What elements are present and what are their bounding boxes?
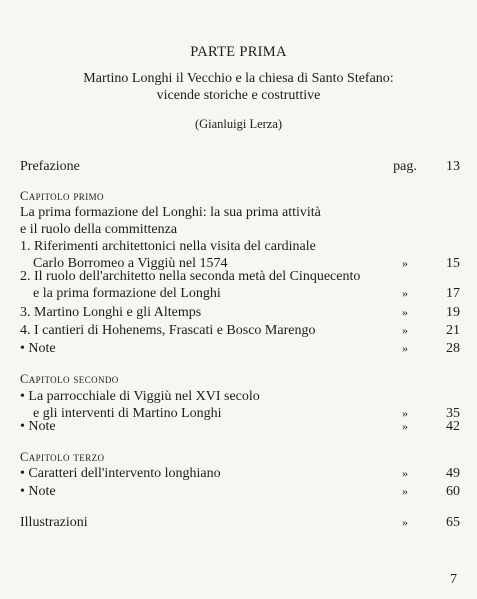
toc-entry-label: Illustrazioni	[20, 515, 88, 530]
toc-entry-line-1: • Note	[20, 484, 56, 499]
pag-label: pag.	[393, 159, 417, 174]
toc-entry-line-1: • La parrocchiale di Viggiù nel XVI secolo	[20, 389, 260, 404]
ditto-mark: »	[402, 515, 408, 529]
toc-entry-page: 65	[446, 515, 460, 530]
toc-entry-illustrations	[20, 514, 460, 531]
subtitle-line-2: vicende storiche e costruttive	[156, 88, 321, 103]
ditto-mark: »	[402, 484, 408, 498]
chapter-1-title-line-2: e il ruolo della committenza	[20, 222, 178, 237]
toc-entry-page: 49	[446, 466, 460, 481]
toc-entry-notes	[20, 340, 460, 357]
toc-entry-line-1: • Note	[20, 341, 56, 356]
toc-entry-page: 15	[446, 256, 460, 271]
page-number: 7	[450, 572, 457, 587]
ditto-mark: »	[402, 419, 408, 433]
toc-entry-line-2: e gli interventi di Martino Longhi	[33, 406, 222, 421]
toc-entry-line-1: 1. Riferimenti architettonici nella visita del cardinale	[20, 239, 316, 254]
toc-entry-notes	[20, 418, 460, 435]
toc-entry-preface	[20, 158, 460, 175]
ditto-mark: »	[402, 466, 408, 480]
toc-entry	[20, 304, 460, 321]
toc-entry	[20, 268, 460, 302]
toc-entry	[20, 388, 460, 422]
ditto-mark: »	[402, 256, 408, 270]
toc-entry-label: Prefazione	[20, 159, 80, 174]
toc-entry-line-1: 4. I cantieri di Hohenems, Frascati e Bosco Marengo	[20, 323, 316, 338]
ditto-mark: »	[402, 341, 408, 355]
toc-entry	[20, 465, 460, 482]
toc-entry-page: 28	[446, 341, 460, 356]
toc-entry-line-2: e la prima formazione del Longhi	[33, 286, 221, 301]
toc-entry	[20, 238, 460, 272]
toc-entry-line-1: 2. Il ruolo dell'architetto nella seconda metà del Cinquecento	[20, 269, 361, 284]
chapter-3-heading: Capitolo terzo	[20, 450, 105, 464]
toc-entry	[20, 322, 460, 339]
toc-entry-page: 19	[446, 305, 460, 320]
chapter-1-title-line-1: La prima formazione del Longhi: la sua prima attività	[20, 205, 321, 220]
ditto-mark: »	[402, 406, 408, 420]
toc-entry-page: 42	[446, 419, 460, 434]
ditto-mark: »	[402, 305, 408, 319]
ditto-mark: »	[402, 323, 408, 337]
part-subtitle	[0, 70, 477, 104]
ditto-mark: »	[402, 286, 408, 300]
part-heading: PARTE PRIMA	[190, 44, 287, 60]
subtitle-line-1: Martino Longhi il Vecchio e la chiesa di Santo Stefano:	[83, 71, 394, 86]
toc-entry-line-1: • Note	[20, 419, 56, 434]
toc-entry-line-2: Carlo Borromeo a Viggiù nel 1574	[33, 256, 228, 271]
toc-entry-page: 60	[446, 484, 460, 499]
toc-entry-page: 13	[446, 159, 460, 174]
toc-entry-notes	[20, 483, 460, 500]
toc-entry-page: 21	[446, 323, 460, 338]
toc-entry-page: 17	[446, 286, 460, 301]
toc-entry-page: 35	[446, 406, 460, 421]
author: (Gianluigi Lerza)	[194, 117, 283, 131]
toc-entry-line-1: • Caratteri dell'intervento longhiano	[20, 466, 221, 481]
chapter-1-heading: Capitolo primo	[20, 189, 104, 203]
chapter-2-heading: Capitolo secondo	[20, 372, 119, 386]
toc-entry-line-1: 3. Martino Longhi e gli Altemps	[20, 305, 202, 320]
